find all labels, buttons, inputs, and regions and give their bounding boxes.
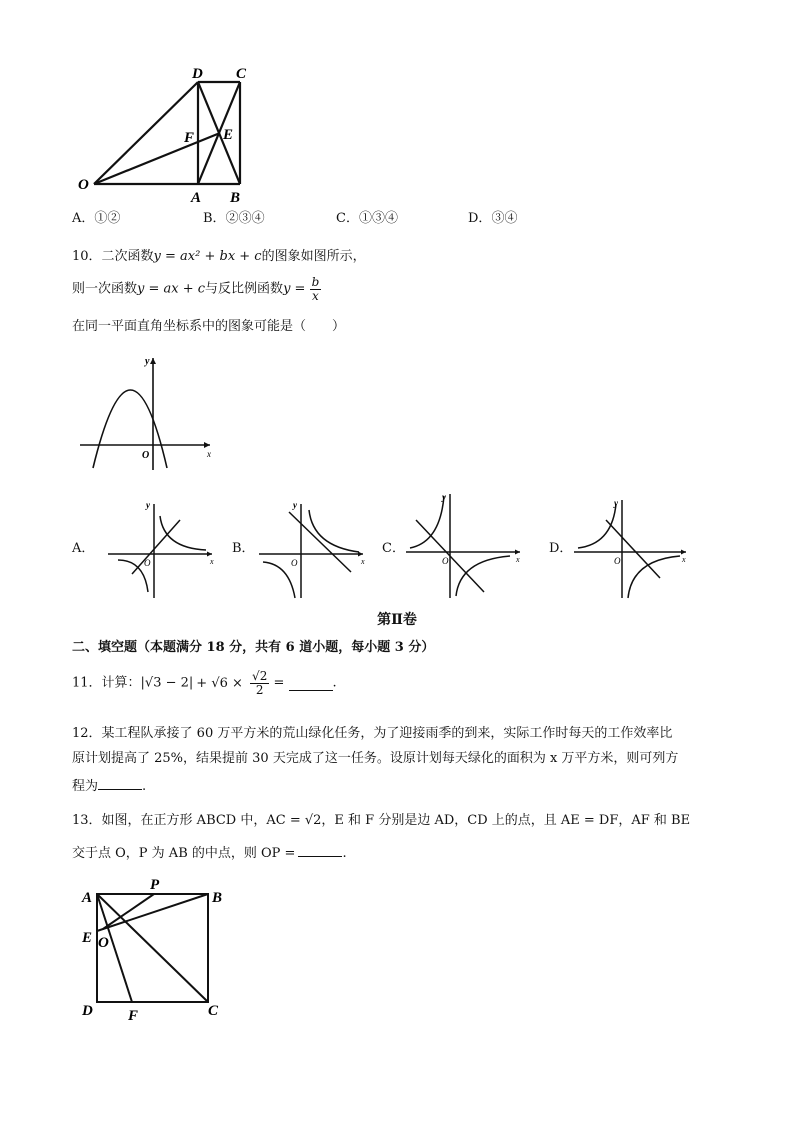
q12-line3 (72, 775, 146, 796)
option-a-y: y (146, 500, 150, 510)
q11-frac-num: √2 (252, 669, 268, 683)
q10-line3: 在同一平面直角坐标系中的图象可能是（ ） (72, 319, 346, 334)
option-a-x: x (210, 557, 214, 566)
option-d-y: y (614, 498, 618, 508)
q11-eq: = (273, 675, 285, 691)
q11-line (72, 670, 337, 710)
q10-quadratic-formula: y = ax² + bx + c (153, 249, 262, 264)
q12-line3-end: . (142, 779, 147, 794)
q10-axis-y: y (145, 356, 150, 367)
option-text: ①③④ (358, 211, 398, 226)
option-a-o: O (144, 558, 151, 568)
q9-figure (70, 60, 260, 210)
option-d-x: x (682, 555, 686, 564)
q10-prefix: 10．二次函数 (72, 249, 154, 264)
option-letter: C． (336, 211, 359, 226)
option-text: ③④ (491, 211, 518, 226)
q13-label-A: A (82, 890, 93, 906)
q9-option-d (468, 210, 517, 228)
q9-label-A: A (191, 190, 202, 206)
q13-figure (78, 872, 238, 1022)
option-c-x: x (516, 555, 520, 564)
q10-line2 (72, 276, 321, 316)
q9-label-C: C (236, 66, 247, 82)
q13-label-F: F (128, 1008, 139, 1022)
q10-option-a-letter: A． (72, 541, 95, 556)
q10-option-c-letter: C． (382, 541, 405, 556)
option-d-o: O (614, 556, 621, 566)
q9-label-O: O (78, 177, 89, 193)
q10-axis-x: x (207, 449, 211, 459)
q11-fraction (250, 670, 269, 697)
q10-y-eq: y = (283, 281, 306, 297)
q11-end: . (332, 675, 337, 691)
q10-option-c-graph (402, 490, 527, 602)
q10-linear-formula: y = ax + c (137, 281, 206, 297)
q13-label-B: B (212, 890, 223, 906)
q10-option-a-graph (100, 498, 220, 602)
q9-option-c (336, 210, 398, 228)
q10-frac-num: b (311, 275, 320, 289)
q10-fraction (310, 276, 322, 303)
q9-label-D: D (192, 66, 203, 82)
q9-label-F: F (184, 130, 195, 146)
q10-option-b-graph (255, 498, 375, 602)
q10-option-b-letter: B． (232, 541, 255, 556)
q12-line2: 原计划提高了 25%，结果提前 30 天完成了这一任务。设原计划每天绿化的面积为 x 万平方米，则可列方 (72, 751, 679, 766)
q9-option-b (203, 210, 265, 228)
q12-line3-prefix: 程为 (72, 779, 99, 794)
q10-parabola-graph (75, 350, 225, 475)
option-letter: A． (72, 211, 95, 226)
q10-suffix: 的图象如图所示， (261, 249, 366, 264)
q13-line2-prefix: 交于点 O，P 为 AB 的中点，则 OP = (72, 846, 296, 861)
q9-option-a (72, 210, 120, 228)
option-b-x: x (361, 557, 365, 566)
option-b-o: O (291, 558, 298, 568)
section-title: 第Ⅱ卷 (377, 612, 417, 628)
q10-line2-mid: 与反比例函数 (205, 281, 284, 297)
q13-label-D: D (82, 1003, 93, 1019)
q13-label-O: O (98, 935, 109, 951)
option-letter: D． (468, 211, 492, 226)
q12-line1: 12．某工程队承接了 60 万平方米的荒山绿化任务，为了迎接雨季的到来，实际工作时每天的工作效率比 (72, 726, 673, 741)
q10-line1 (72, 248, 366, 266)
section-heading: 二、填空题（本题满分 18 分，共有 6 道小题，每小题 3 分） (72, 640, 435, 655)
q9-label-E: E (223, 127, 234, 143)
q11-mid: + √6 × (196, 675, 243, 691)
q13-line1: 13．如图，在正方形 ABCD 中，AC = √2，E 和 F 分别是边 AD，CD 上的点，且 AE = DF，AF 和 BE (72, 813, 691, 828)
q10-frac-den: x (312, 289, 319, 303)
option-b-y: y (293, 500, 297, 510)
option-text: ②③④ (225, 211, 265, 226)
q10-option-d-letter: D． (549, 541, 573, 556)
q11-frac-den: 2 (255, 683, 264, 697)
q13-label-E: E (82, 930, 93, 946)
q11-prefix: 11．计算： (72, 675, 141, 691)
q10-line2-prefix: 则一次函数 (72, 281, 138, 297)
q13-line2-end: . (342, 846, 347, 861)
q13-answer-blank[interactable] (298, 842, 342, 857)
q13-label-C: C (208, 1003, 219, 1019)
q10-origin: O (142, 450, 150, 461)
option-letter: B． (203, 211, 226, 226)
q9-label-B: B (230, 190, 241, 206)
q12-answer-blank[interactable] (98, 775, 142, 790)
q11-abs: |√3 − 2| (140, 675, 194, 691)
option-c-y: y (442, 492, 446, 502)
q10-option-d-graph (570, 494, 695, 602)
option-c-o: O (442, 556, 449, 566)
q13-line2 (72, 842, 347, 863)
option-text: ①② (94, 211, 121, 226)
q13-label-P: P (150, 877, 160, 893)
q11-answer-blank[interactable] (289, 676, 333, 691)
